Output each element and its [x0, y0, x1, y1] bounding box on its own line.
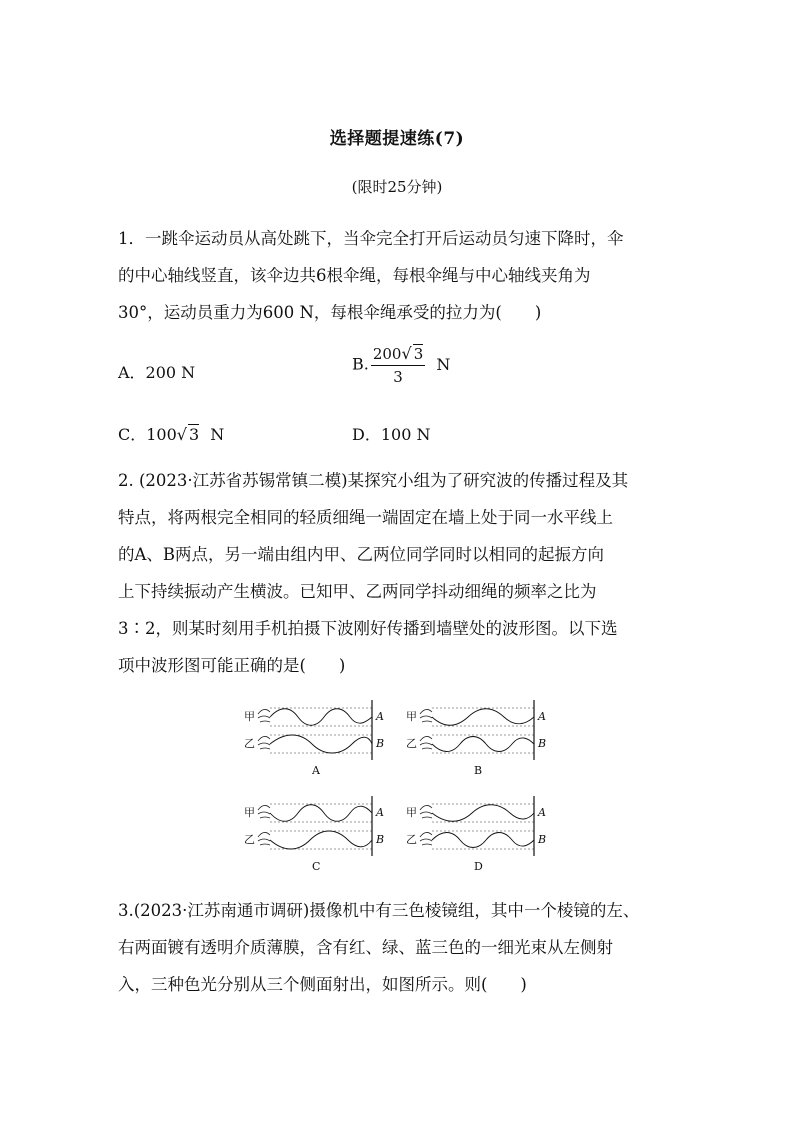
label-jia: 甲 — [406, 710, 417, 723]
point-a: A — [538, 710, 546, 723]
hand-icon — [420, 736, 432, 749]
question-1-line: 30°，运动员重力为600 N，每根伞绳承受的拉力为( ) — [118, 303, 542, 322]
point-a: A — [538, 806, 546, 819]
label-yi: 乙 — [406, 737, 417, 750]
option-d: D．100 N — [352, 425, 431, 444]
question-2-line: 上下持续振动产生横波。已知甲、乙两同学抖动细绳的频率之比为 — [118, 582, 597, 601]
label-yi: 乙 — [406, 833, 417, 846]
panel-a — [244, 700, 384, 777]
label-yi: 乙 — [244, 833, 255, 846]
point-a: A — [376, 710, 384, 723]
option-c-prefix: C．100 — [118, 425, 177, 444]
question-2-line: 特点，将两根完全相同的轻质细绳一端固定在墙上处于同一水平线上 — [118, 508, 613, 527]
hand-icon — [420, 805, 432, 818]
question-2-line: 项中波形图可能正确的是( ) — [118, 656, 346, 675]
page-title: 选择题提速练(7) — [329, 129, 465, 149]
point-b: B — [538, 833, 547, 846]
option-b-fraction — [371, 344, 425, 386]
hand-icon — [258, 709, 270, 722]
question-2-line: 3∶2，则某时刻用手机拍摄下波刚好传播到墙壁处的波形图。以下选 — [118, 619, 618, 638]
panel-b — [406, 700, 546, 777]
question-2-line: 的A、B两点，另一端由组内甲、乙两位同学同时以相同的起振方向 — [118, 545, 605, 564]
option-a: A．200 N — [118, 363, 196, 382]
hand-icon — [420, 832, 432, 845]
question-3-stem — [118, 892, 682, 1003]
label-jia: 甲 — [406, 806, 417, 819]
wave-jia — [270, 709, 372, 726]
point-a: A — [376, 806, 384, 819]
label-jia: 甲 — [244, 710, 255, 723]
option-b-numerator: 200 — [372, 345, 402, 363]
question-3-line: 3.(2023·江苏南通市调研)摄像机中有三色棱镜组，其中一个棱镜的左、 — [118, 901, 640, 920]
hand-icon — [258, 805, 270, 818]
question-2-stem — [118, 462, 682, 684]
panel-d — [406, 796, 546, 872]
option-c — [118, 422, 224, 445]
panel-label: A — [312, 764, 320, 777]
hand-icon — [420, 709, 432, 722]
time-limit: (限时25分钟) — [351, 178, 443, 196]
option-b — [352, 344, 450, 386]
wave-jia — [270, 805, 372, 822]
hand-icon — [258, 832, 270, 845]
label-yi: 乙 — [244, 737, 255, 750]
question-1-line: 1．一跳伞运动员从高处跳下，当伞完全打开后运动员匀速下降时，伞 — [118, 229, 624, 248]
option-b-radicand: 3 — [413, 345, 424, 363]
question-1-stem — [118, 220, 682, 331]
wave-yi — [270, 735, 372, 753]
panel-label: B — [474, 764, 483, 777]
point-b: B — [538, 737, 547, 750]
sqrt-symbol: √ — [176, 425, 187, 444]
question-2-line: 2. (2023·江苏省苏锡常镇二模)某探究小组为了研究波的传播过程及其 — [118, 471, 629, 490]
option-b-unit: N — [436, 354, 451, 374]
question-3-line: 入，三种色光分别从三个侧面射出，如图所示。则( ) — [118, 975, 527, 994]
wave-yi — [432, 737, 534, 752]
wave-figure — [240, 692, 550, 872]
question-3-line: 右两面镀有透明介质薄膜，含有红、绿、蓝三色的一细光束从左侧射 — [118, 938, 613, 957]
hand-icon — [258, 736, 270, 749]
point-b: B — [376, 833, 385, 846]
panel-label: C — [312, 860, 321, 872]
wave-jia — [432, 709, 534, 726]
option-c-unit: N — [210, 425, 225, 444]
sqrt-symbol: √ — [401, 344, 412, 363]
question-1-line: 的中心轴线竖直，该伞边共6根伞绳，每根伞绳与中心轴线夹角为 — [118, 266, 591, 285]
option-b-denominator: 3 — [393, 368, 403, 386]
point-b: B — [376, 737, 385, 750]
panel-c — [244, 796, 384, 872]
label-jia: 甲 — [244, 806, 255, 819]
wave-yi — [432, 833, 534, 848]
panel-label: D — [474, 860, 483, 872]
option-c-radicand: 3 — [189, 425, 200, 444]
option-b-prefix: B. — [352, 354, 369, 374]
wave-jia — [432, 805, 534, 822]
wave-yi — [270, 831, 372, 849]
